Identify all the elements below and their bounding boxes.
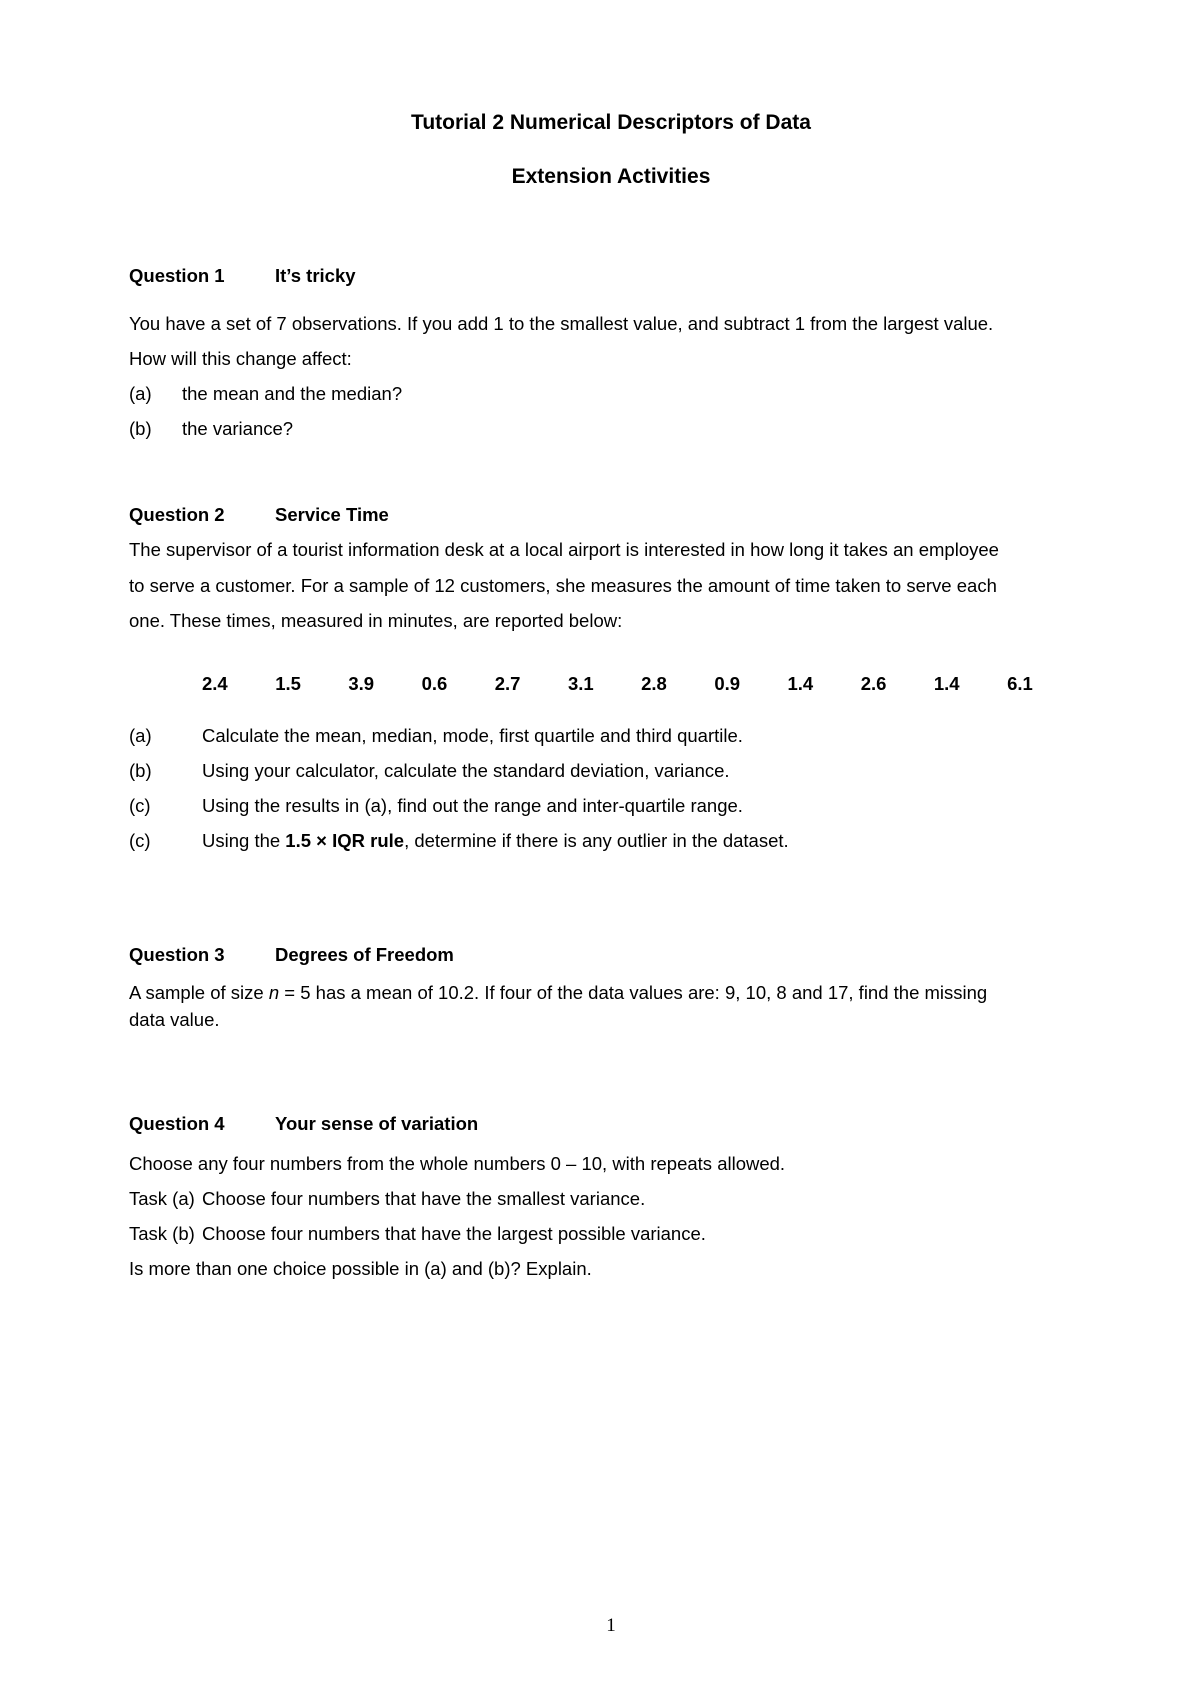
data-value: 1.4 [933, 673, 960, 694]
variable-n: n [268, 982, 280, 1003]
data-value: 3.1 [567, 673, 594, 694]
item-label: (a) [129, 725, 152, 746]
item-text: Using your calculator, calculate the standard deviation, variance. [202, 760, 730, 781]
question-number: Question 4 [129, 1113, 225, 1134]
question-text-line: one. These times, measured in minutes, are reported below: [129, 610, 623, 631]
data-value: 2.8 [641, 673, 667, 694]
data-value: 0.6 [421, 673, 448, 694]
task-text: Choose four numbers that have the smallest variance. [202, 1188, 646, 1209]
data-value: 1.5 [275, 673, 301, 694]
question-closing: Is more than one choice possible in (a) and (b)? Explain. [129, 1258, 592, 1279]
iqr-rule-emphasis: 1.5 × IQR rule [285, 830, 405, 851]
item-label: (c) [129, 830, 151, 851]
question-text-line: The supervisor of a tourist information desk at a local airport is interested in how long it takes an employee [129, 539, 999, 560]
text-after: = 5 has a mean of 10.2. If four of the data values are: 9, 10, 8 and 17, find the missing [279, 982, 988, 1003]
question-number: Question 3 [129, 944, 225, 965]
question-heading: It’s tricky [275, 265, 356, 286]
item-label: (a) [129, 383, 152, 404]
data-value: 0.9 [714, 673, 741, 694]
task-label: Task (b) [129, 1223, 195, 1244]
data-value: 3.9 [348, 673, 375, 694]
item-text: the mean and the median? [182, 383, 403, 404]
data-value: 6.1 [1007, 673, 1033, 694]
item-text [202, 830, 789, 852]
question-text-line [129, 982, 987, 1004]
item-label: (b) [129, 418, 152, 439]
text-before: A sample of size [129, 982, 269, 1003]
item-text: Calculate the mean, median, mode, first quartile and third quartile. [202, 725, 743, 746]
data-value: 2.6 [860, 673, 887, 694]
document-subtitle: Extension Activities [511, 165, 711, 188]
item-text: Using the results in (a), find out the range and inter-quartile range. [202, 795, 743, 816]
page-number: 1 [606, 1615, 616, 1636]
question-intro: Choose any four numbers from the whole numbers 0 – 10, with repeats allowed. [129, 1153, 786, 1174]
question-number: Question 1 [129, 265, 225, 286]
data-value: 2.7 [494, 673, 521, 694]
data-value: 2.4 [202, 673, 228, 694]
question-heading: Service Time [275, 504, 389, 525]
item-label: (c) [129, 795, 151, 816]
question-heading: Degrees of Freedom [275, 944, 454, 965]
task-label: Task (a) [129, 1188, 195, 1209]
task-text: Choose four numbers that have the largest possible variance. [202, 1223, 706, 1244]
data-value: 1.4 [787, 673, 814, 694]
question-text-line: How will this change affect: [129, 348, 352, 369]
item-text-before: Using the [202, 830, 286, 851]
data-values-row [202, 673, 1080, 695]
question-text-line: data value. [129, 1009, 220, 1030]
question-number: Question 2 [129, 504, 225, 525]
question-text-line: You have a set of 7 observations. If you add 1 to the smallest value, and subtract 1 from the largest value. [129, 313, 994, 334]
document-title: Tutorial 2 Numerical Descriptors of Data [411, 111, 811, 134]
question-text-line: to serve a customer. For a sample of 12 customers, she measures the amount of time taken to serve each [129, 575, 997, 596]
item-label: (b) [129, 760, 152, 781]
item-text-after: , determine if there is any outlier in the dataset. [404, 830, 789, 851]
item-text: the variance? [182, 418, 294, 439]
question-heading: Your sense of variation [275, 1113, 479, 1134]
